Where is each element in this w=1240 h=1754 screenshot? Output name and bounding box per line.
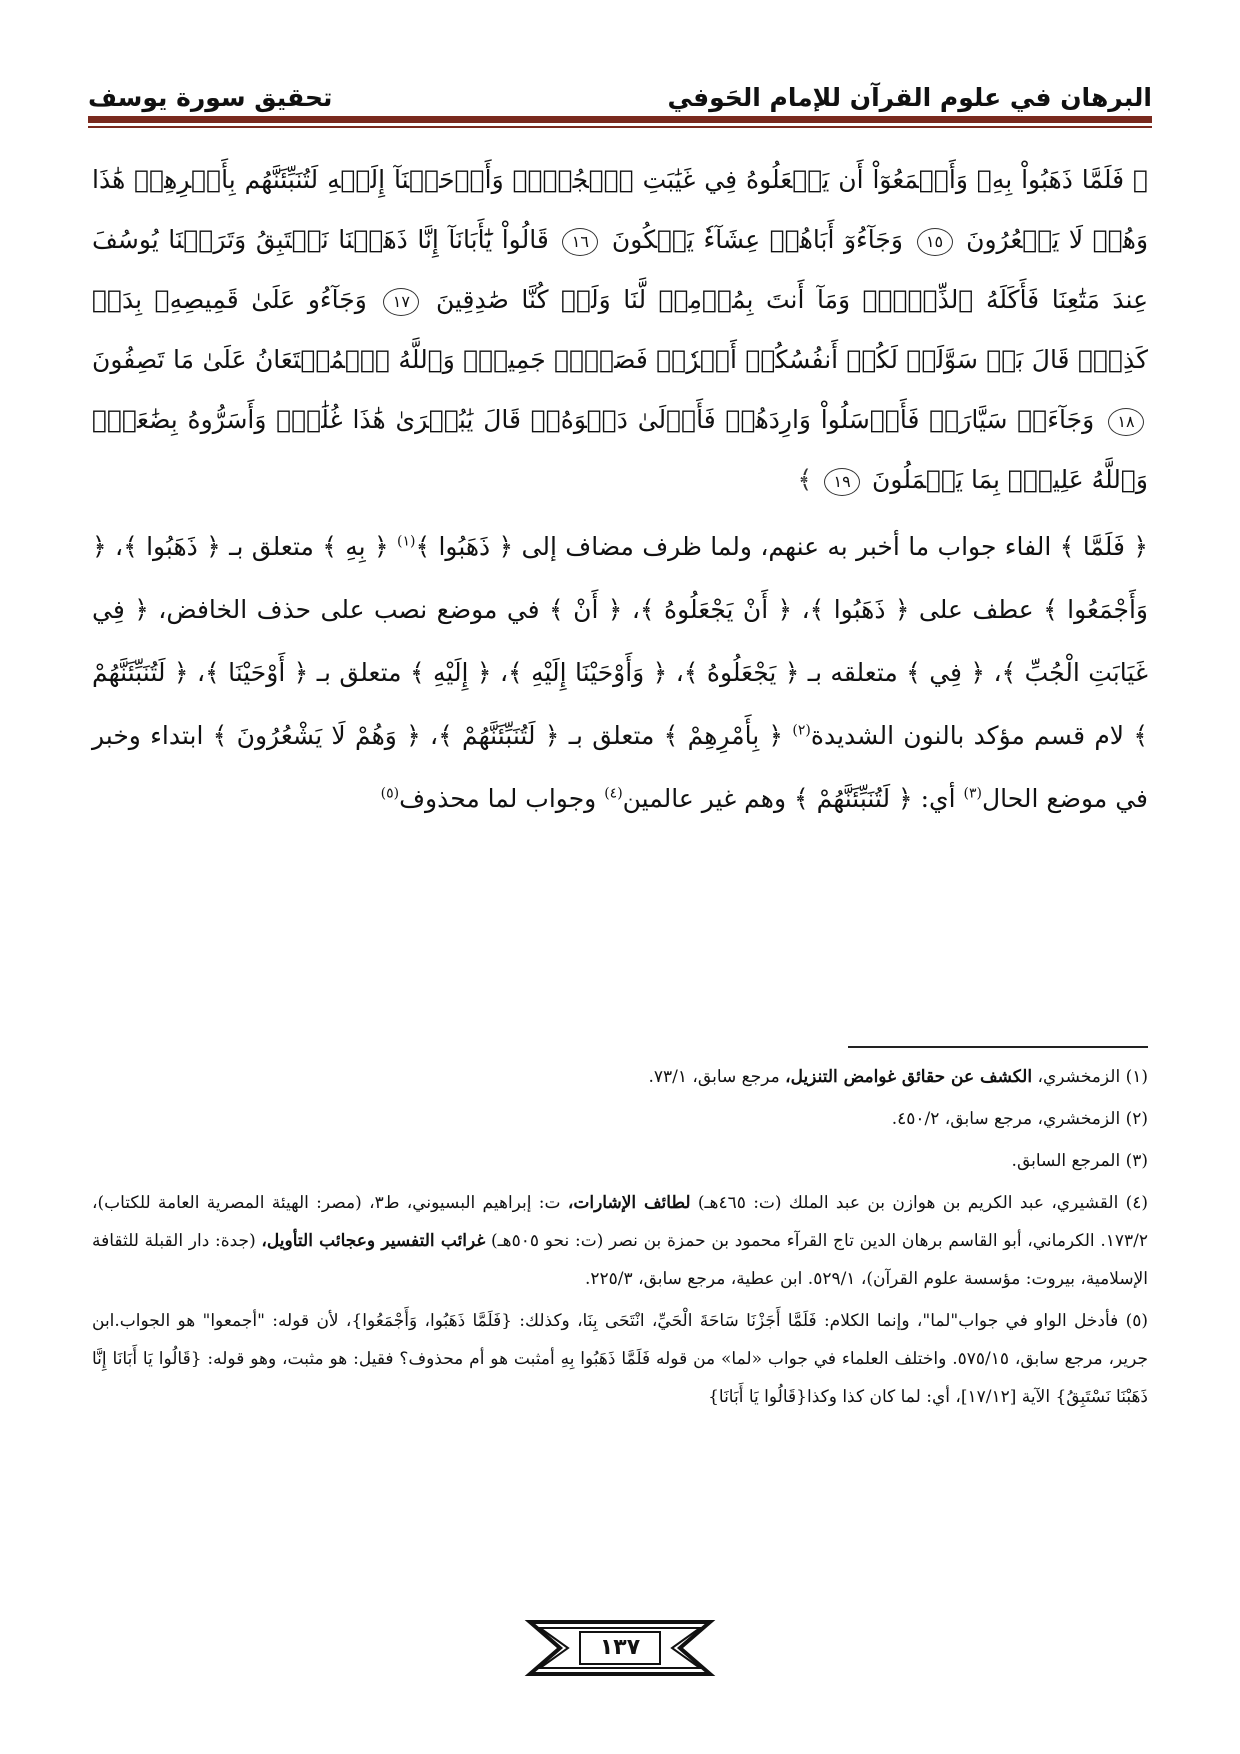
verse-text-3: قَالُواْ يَٰٓأَبَانَآ إِنَّا ذَهَبۡنَا نَسۡتَبِقُ وَتَرَكۡنَا يُوسُفَ عِندَ مَتَٰعِنَا فَأَكَلَهُ ٱلذِّئۡبُۖ وَمَآ أَنتَ بِمُؤۡمِنٖ لَّنَا وَلَوۡ كُنَّا صَٰدِقِينَ <box>92 225 1149 314</box>
footnote-4-details-2: (جدة: دار القبلة للثقافة الإسلامية، بيروت: مؤسسة علوم القرآن)، ٥٢٩/١. ابن عطية، مرجع سابق، ٢٢٥/٣. <box>92 1231 1148 1289</box>
footnote-1-ref: مرجع سابق، ٧٣/١. <box>648 1067 786 1087</box>
footnote-4 <box>92 1184 1148 1298</box>
verse-end-bracket: ﴾ <box>797 465 813 494</box>
verse-text-1: ﴿ فَلَمَّا ذَهَبُواْ بِهِۦ وَأَجۡمَعُوٓاْ أَن يَجۡعَلُوهُ فِي غَيَٰبَتِ ٱلۡجُبِّۚ وَأَوۡحَيۡنَآ إِلَيۡهِ لَتُنَبِّئَنَّهُم بِأَمۡرِهِمۡ هَٰذَا وَهُمۡ لَا يَشۡعُرُونَ <box>92 165 1149 254</box>
footnote-4-author: (٤) القشيري، عبد الكريم بن هوازن بن عبد الملك (ت: ٤٦٥هـ) <box>690 1193 1149 1213</box>
verse-number-17: ١٧ <box>383 288 419 316</box>
footnote-2: (٢) الزمخشري، مرجع سابق، ٤٥٠/٢. <box>891 1109 1148 1129</box>
verse-number-16: ١٦ <box>562 228 598 256</box>
footnote-ref-2[interactable]: (٢) <box>792 722 811 739</box>
page-number-ornament <box>520 1616 720 1680</box>
section-title: تحقيق سورة يوسف <box>88 83 333 112</box>
footnote-4-book-title-1: لطائف الإشارات، <box>567 1193 691 1213</box>
verse-text-5: وَجَآءَتۡ سَيَّارَةٞ فَأَرۡسَلُواْ وَارِدَهُمۡ فَأَدۡلَىٰ دَلۡوَهُۥۖ قَالَ يَٰبُشۡرَىٰ هَٰذَا غُلَٰمٞۚ وَأَسَرُّوهُ بِضَٰعَةٗۚ وَٱللَّهُ عَلِيمُۢ بِمَا يَعۡمَلُونَ <box>92 405 1148 494</box>
verse-number-19: ١٩ <box>824 468 860 496</box>
commentary-part-2: ﴿ بِهِ ﴾ متعلق بـ ﴿ ذَهَبُوا ﴾، ﴿ وَأَجْمَعُوا ﴾ عطف على ﴿ ذَهَبُوا ﴾، ﴿ أَنْ يَجْعَلُوهُ ﴾، ﴿ أَنْ ﴾ في موضع نصب على حذف الخافض، ﴿ فِي غَيَابَتِ الْجُبِّ ﴾، ﴿ فِي ﴾ متعلقه بـ ﴿ يَجْعَلُوهُ ﴾، ﴿ وَأَوْحَيْنَا إِلَيْهِ ﴾، ﴿ إِلَيْهِ ﴾ متعلق بـ ﴿ أَوْحَيْنَا ﴾، ﴿ لَتُنَبِّئَنَّهُمْ ﴾ لام قسم مؤكد بالنون الشديدة <box>92 532 1148 750</box>
footnote-4-details: ت: إبراهيم البسيوني، ط٣، (مصر: الهيئة المصرية العامة للكتاب)، ١٧٣/٢. الكرماني، أبو القاسم برهان الدين تاج القرآء محمود بن حمزة بن نصر (ت: نحو ٥٠٥هـ) <box>92 1193 1148 1251</box>
footnote-separator <box>848 1046 1148 1048</box>
commentary-paragraph <box>92 515 1148 830</box>
footnote-1 <box>92 1058 1148 1096</box>
commentary-part-4: أي: ﴿ لَتُنَبِّئَنَّهُمْ ﴾ وهم غير عالمين <box>622 784 956 813</box>
verse-number-18: ١٨ <box>1108 408 1144 436</box>
footnote-ref-3[interactable]: (٣) <box>963 785 982 802</box>
footnote-3: (٣) المرجع السابق. <box>1011 1151 1148 1171</box>
verse-text-4: وَجَآءُو عَلَىٰ قَمِيصِهِۦ بِدَمٖ كَذِبٖۚ قَالَ بَلۡ سَوَّلَتۡ لَكُمۡ أَنفُسُكُمۡ أَمۡرٗاۖ فَصَبۡرٞ جَمِيلٞۖ وَٱللَّهُ ٱلۡمُسۡتَعَانُ عَلَىٰ مَا تَصِفُونَ <box>92 285 1148 374</box>
header-rule-thin <box>88 126 1152 128</box>
footnote-5: (٥) فأدخل الواو في جواب"لما"، وإنما الكلام: فَلَمَّا أَجَزْنَا سَاحَةَ الْحَيِّ، انْتَحَى بِنَا، وكذلك: {فَلَمَّا ذَهَبُوا، وَأَجْمَعُوا}، لأن قوله: "أجمعوا" هو الجواب.ابن جرير، مرجع سابق، ٥٧٥/١٥. واختلف العلماء في جواب «لما» من قوله فَلَمَّا ذَهَبُوا بِهِ أمثبت هو أم محذوف؟ فقيل: هو مثبت، وهو قوله: {قَالُوا يَا أَبَانَا إِنَّا ذَهَبْنَا نَسْتَبِقُ} الآية [١٧/١٢]، أي: لما كان كذا وكذا{قَالُوا يَا أَبَانَا} <box>92 1311 1148 1407</box>
commentary-part-3: ﴿ بِأَمْرِهِمْ ﴾ متعلق بـ ﴿ لَتُنَبِّئَنَّهُمْ ﴾، ﴿ وَهُمْ لَا يَشْعُرُونَ ﴾ ابتداء وخبر في موضع الحال <box>92 721 1148 813</box>
commentary-part-1: ﴿ فَلَمَّا ﴾ الفاء جواب ما أخبر به عنهم، ولما ظرف مضاف إلى ﴿ ذَهَبُوا ﴾ <box>415 532 1148 561</box>
quran-verses-block <box>92 150 1148 510</box>
page-header <box>88 72 1152 112</box>
verse-number-15: ١٥ <box>917 228 953 256</box>
footnote-1-author: (١) الزمخشري، <box>1032 1067 1148 1087</box>
footnote-ref-4[interactable]: (٤) <box>604 785 623 802</box>
verse-text-2: وَجَآءُوٓ أَبَاهُمۡ عِشَآءٗ يَبۡكُونَ <box>611 225 903 254</box>
footnotes-block <box>92 1058 1148 1420</box>
footnote-ref-1[interactable]: (١) <box>397 533 416 550</box>
commentary-part-5: وجواب لما محذوف <box>399 784 597 813</box>
page-number: ١٣٧ <box>599 1635 641 1660</box>
footnote-1-book-title: الكشف عن حقائق غوامض التنزيل، <box>785 1067 1033 1087</box>
header-rule-thick <box>88 116 1152 123</box>
book-title: البرهان في علوم القرآن للإمام الحَوفي <box>667 83 1152 112</box>
footnote-ref-5[interactable]: (٥) <box>380 785 400 802</box>
footnote-4-book-title-2: غرائب التفسير وعجائب التأويل، <box>261 1231 486 1251</box>
